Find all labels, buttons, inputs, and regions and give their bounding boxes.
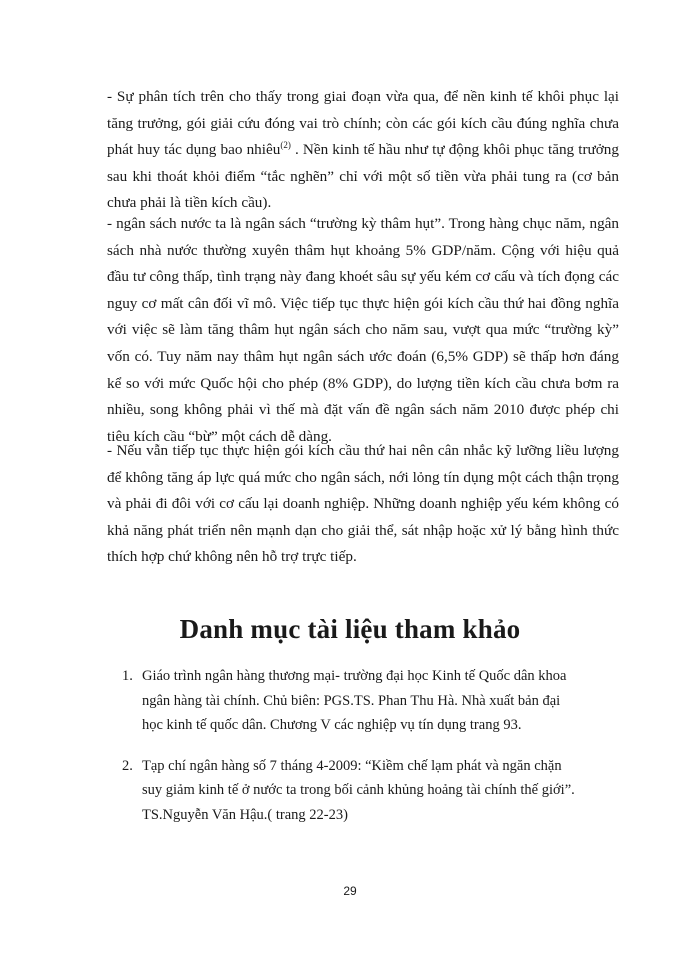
body-paragraph-1 [107, 84, 619, 217]
footnote-marker: (2) [280, 140, 291, 151]
reference-number: 1. [122, 668, 133, 684]
body-paragraph-3: - Nếu vẫn tiếp tục thực hiện gói kích cầu thứ hai nên cân nhắc kỹ lưỡng liều lượng để không tăng áp lực quá mức cho ngân sách, nới lỏng tín dụng một cách thận trọng và phải đi đôi với cơ cấu lại doanh nghiệp. Những doanh nghiệp yếu kém không có khả năng phát triển nên mạnh dạn cho giải thể, sát nhập hoặc xử lý bằng hình thức thích hợp chứ không nên hỗ trợ trực tiếp. [107, 442, 619, 566]
reference-item-1 [122, 664, 582, 738]
reference-item-2 [122, 754, 582, 828]
references-heading: Danh mục tài liệu tham khảo [179, 614, 521, 644]
paragraph-1-text: - Sự phân tích trên cho thấy trong giai đoạn vừa qua, để nền kinh tế khôi phục lại tăng trưởng, gói giải cứu đóng vai trò chính; còn các gói kích cầu đúng nghĩa chưa phát huy tác dụng bao nhiêu [107, 88, 619, 159]
reference-text: Tạp chí ngân hàng số 7 tháng 4-2009: “Kiềm chế lạm phát và ngăn chặn suy giảm kinh tế ở nước ta trong bối cảnh khủng hoảng tài chính thế giới”. TS.Nguyễn Văn Hậu.( trang 22-23) [142, 757, 575, 823]
reference-text: Giáo trình ngân hàng thương mại- trường đại học Kinh tế Quốc dân khoa ngân hàng tài chính. Chủ biên: PGS.TS. Phan Thu Hà. Nhà xuất bản đại học kinh tế quốc dân. Chương V các nghiệp vụ tín dụng trang 93. [142, 668, 567, 733]
body-paragraph-2: - ngân sách nước ta là ngân sách “trường kỳ thâm hụt”. Trong hàng chục năm, ngân sách nhà nước thường xuyên thâm hụt khoảng 5% GDP/năm. Cộng với hiệu quả đầu tư công thấp, tình trạng này đang khoét sâu sự yếu kém cơ cấu và tích đọng các nguy cơ mất cân đối vĩ mô. Việc tiếp tục thực hiện gói kích cầu thứ hai đồng nghĩa với việc sẽ làm tăng thâm hụt ngân sách cho năm sau, vượt qua mức “trường kỳ” vốn có. Tuy năm nay thâm hụt ngân sách ước đoán (6,5% GDP) sẽ thấp hơn đáng kể so với mức Quốc hội cho phép (8% GDP), do lượng tiền kích cầu chưa bơm ra nhiều, song không phải vì thế mà đặt vấn đề ngân sách năm 2010 được phép chi tiêu kích cầu “bừ” một cách dễ dàng. [107, 215, 619, 445]
references-list [122, 660, 582, 827]
page-number: 29 [343, 884, 357, 898]
reference-number: 2. [122, 757, 133, 774]
paragraph-1-text-continued: . Nền kinh tế hầu như tự động khôi phục tăng trưởng sau khi thoát khỏi điểm “tắc nghẽn” chỉ với một số tiền vừa phải tung ra (cơ bản chưa phải là tiền kích cầu). [107, 141, 619, 212]
